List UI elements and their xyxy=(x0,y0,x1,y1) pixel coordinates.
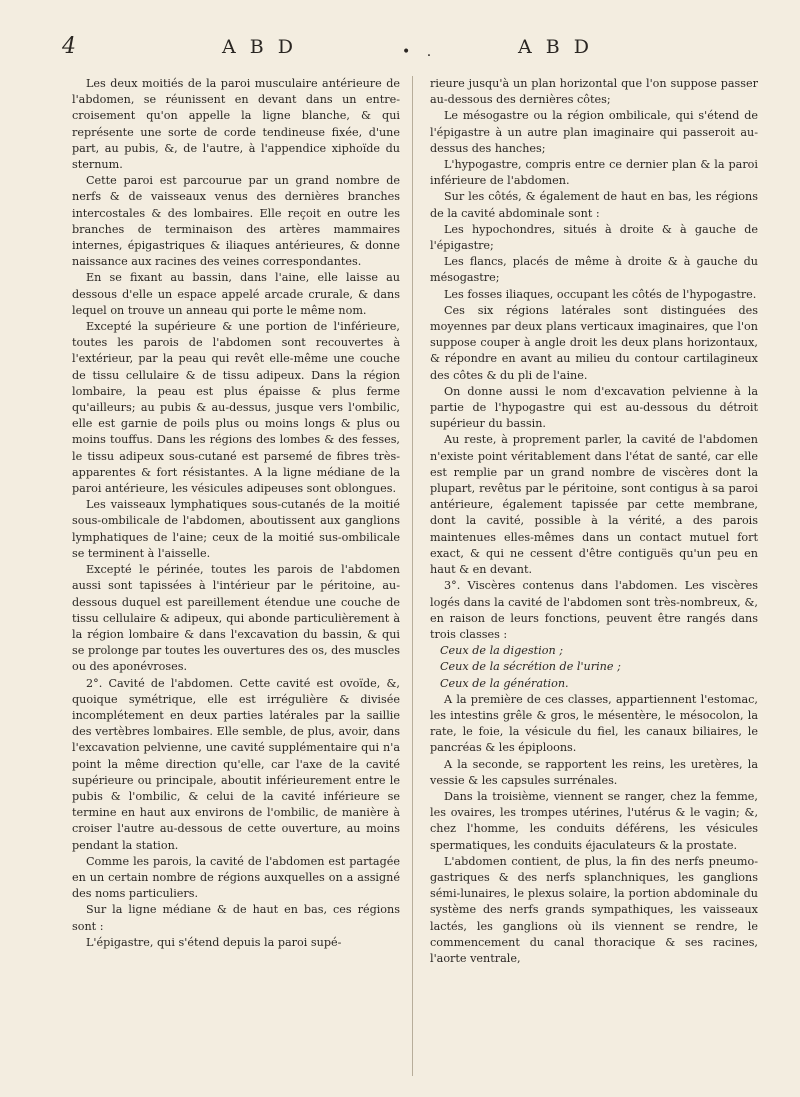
running-head-right: A B D xyxy=(518,36,593,58)
paragraph: Les deux moitiés de la paroi musculaire antérieure de l'abdomen, se réunissent en devant dans un entre-croisement qu'on appelle la ligne blanche, & qui représente une sorte de corde tendineuse fixée, d'une part, au pubis, &, de l'autre, à l'appendice xiphoïde du sternum. xyxy=(72,77,400,172)
paragraph: L'hypogastre, compris entre ce dernier plan & la paroi inférieure de l'abdomen. xyxy=(430,158,758,188)
column-divider xyxy=(412,76,413,1076)
paragraph: En se fixant au bassin, dans l'aine, elle laisse au dessous d'elle un espace appelé arcade crurale, & dans lequel on trouve un anneau qui porte le même nom. xyxy=(72,271,400,317)
paragraph: Comme les parois, la cavité de l'abdomen est partagée en un certain nombre de régions auxquelles on a assigné des noms particuliers. xyxy=(72,854,400,901)
paragraph: L'épigastre, qui s'étend depuis la paroi supé- xyxy=(86,935,342,949)
paragraph: Dans la troisième, viennent se ranger, chez la femme, les ovaires, les trompes utérines, l'utérus & le vagin; &, chez l'homme, les conduits déférens, les vésicules spermatiques, les conduits éjaculateurs & la prostate. xyxy=(430,789,758,852)
paragraph: Le mésogastre ou la région ombilicale, qui s'étend de l'épigastre à un autre plan imaginaire qui passeroit au-dessus des hanches; xyxy=(430,109,758,155)
paragraph: Les fosses iliaques, occupant les côtés de l'hypogastre. xyxy=(444,287,757,301)
paragraph: Excepté la supérieure & une portion de l'inférieure, toutes les parois de l'abdomen sont recouvertes à l'extérieur, par la peau qui revêt elle-même une couche de tissu cellulaire & de tissu adipeux. Dans la région lombaire, la peau est plus épaisse & plus ferme qu'ailleurs; au pubis & au-dessus, jusque vers l'ombilic, elle est garnie de poils plus ou moins longs & plus ou moins touffus. Dans les régions des lombes & des fesses, le tissu adipeux sous-cutané est parsemé de fibres très-apparentes & fort résistantes. A la ligne médiane de la paroi antérieure, les vésicules adipeuses sont oblongues. xyxy=(72,320,400,496)
paragraph: 3°. Viscères contenus dans l'abdomen. Les viscères logés dans la cavité de l'abdomen sont très-nombreux, &, en raison de leurs fonctions, peuvent être rangés dans trois classes : xyxy=(430,579,758,641)
running-head-left: A B D xyxy=(222,36,297,58)
paragraph: Les vaisseaux lymphatiques sous-cutanés de la moitié sous-ombilicale de l'abdomen, aboutissent aux ganglions lymphatiques de l'aine; ceux de la moitié sus-ombilicale se terminent à l'aisselle. xyxy=(72,498,400,560)
left-column xyxy=(72,76,400,951)
paragraph: Cette paroi est parcourue par un grand nombre de nerfs & de vaisseaux venus des dernières branches intercostales & des lombaires. Elle reçoit en outre les branches de terminaison des artères mammaires internes, épigastriques & iliaques antérieures, & donne naissance aux racines des veines correspondantes. xyxy=(72,174,400,269)
paragraph: A la seconde, se rapportent les reins, les uretères, la vessie & les capsules surrénales. xyxy=(430,757,758,787)
paragraph: Sur la ligne médiane & de haut en bas, ces régions sont : xyxy=(72,903,400,933)
paragraph: 2°. Cavité de l'abdomen. Cette cavité est ovoïde, &, quoique symétrique, elle est irrégulière & divisée incomplétement en deux parties latérales par la saillie des vertèbres lombaires. Elle semble, de plus, avoir, dans l'excavation pelvienne, une cavité supplémentaire qui n'a point la même direction qu'elle, car l'axe de la cavité supérieure ou principale, aboutit inférieurement entre le pubis & l'ombilic, & celui de la cavité inférieure se termine en haut aux environs de l'ombilic, de manière à croiser l'autre au-dessous de cette ouverture, au moins pendant la station. xyxy=(72,676,400,852)
paragraph: Sur les côtés, & également de haut en bas, les régions de la cavité abdominale sont : xyxy=(430,190,758,220)
paragraph: Au reste, à proprement parler, la cavité de l'abdomen n'existe point véritablement dans l'état de santé, car elle est remplie par un grand nombre de viscères dont la plupart, revêtus par le péritoine, sont contigus à sa paroi antérieure, également tapissée par cette membrane, dont la cavité, possible à la vérité, a des parois maintenues elles-mêmes dans un contact mutuel fort exact, & qui ne cessent d'être contiguës qu'un peu en haut & en devant. xyxy=(430,433,758,577)
paragraph: rieure jusqu'à un plan horizontal que l'on suppose passer au-dessous des dernières côtes; xyxy=(430,77,758,107)
paragraph: L'abdomen contient, de plus, la fin des nerfs pneumo-gastriques & des nerfs splanchniques, les ganglions sémi-lunaires, le plexus solaire, la portion abdominale du système des nerfs grands sympathiques, les vaisseaux lactés, les ganglions où ils viennent se rendre, le commencement du canal thoracique & ses racines, l'aorte ventrale, xyxy=(430,854,758,965)
paragraph: Excepté le périnée, toutes les parois de l'abdomen aussi sont tapissées à l'intérieur par le péritoine, au-dessous duquel est pareillement étendue une couche de tissu cellulaire & adipeux, qui abonde particulièrement à la région lombaire & dans l'excavation du bassin, & qui se prolonge par toutes les ouvertures des os, des muscles ou des aponévroses. xyxy=(72,563,400,674)
page-number: 4 xyxy=(62,34,76,59)
printer-marks: • . xyxy=(402,44,438,60)
paragraph: A la première de ces classes, appartiennent l'estomac, les intestins grêle & gros, le mésentère, le mésocolon, la rate, le foie, la vésicule du fiel, les canaux biliaires, le pancréas & les épiploons. xyxy=(430,692,758,755)
list-item: Ceux de la digestion ; xyxy=(440,644,563,658)
list-item: Ceux de la sécrétion de l'urine ; xyxy=(440,660,621,674)
paragraph: Les hypochondres, situés à droite & à gauche de l'épigastre; xyxy=(430,222,758,253)
page-header xyxy=(0,34,800,64)
paragraph: On donne aussi le nom d'excavation pelvienne à la partie de l'hypogastre qui est au-dessous du détroit supérieur du bassin. xyxy=(430,384,758,431)
right-column xyxy=(430,76,758,967)
paragraph: Ces six régions latérales sont distinguées des moyennes par deux plans verticaux imaginaires, que l'on suppose couper à angle droit les deux plans horizontaux, & répondre en avant au milieu du contour cartilagineux des côtes & du pli de l'aine. xyxy=(430,303,758,382)
paragraph: Les flancs, placés de même à droite & à gauche du mésogastre; xyxy=(430,255,758,285)
list-item: Ceux de la génération. xyxy=(440,676,569,690)
